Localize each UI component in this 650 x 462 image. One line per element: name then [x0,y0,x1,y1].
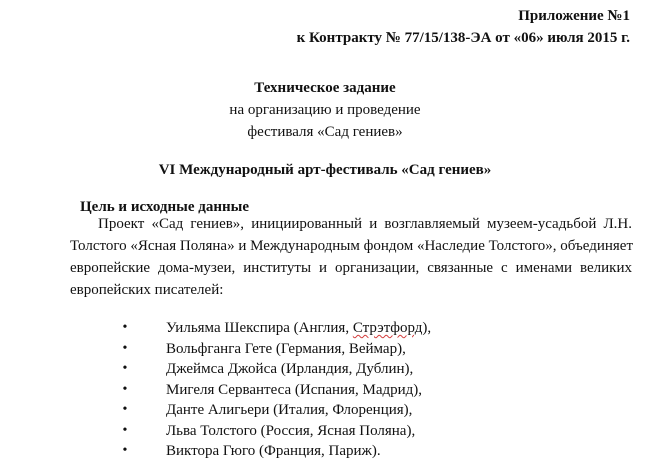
bullet-icon: • [122,443,128,458]
list-item-text: Уильяма Шекспира (Англия, [166,320,353,336]
paragraph-line: Толстого «Ясная Поляна» и Международным фондом «Наследие Толстого», объединяет [70,238,634,254]
paragraph-line: европейских писателей: [70,282,224,298]
list-item [166,339,406,359]
bullet-icon: • [122,402,128,417]
list-item-text: Джеймса Джойса (Ирландия, Дублин), [166,361,414,377]
spellcheck-marked-word: Стрэтфорд [352,320,423,336]
doc-subtitle-line2: фестиваля «Сад гениев» [247,124,403,140]
bullet-icon: • [122,423,128,438]
doc-title: Техническое задание [254,80,396,96]
list-item-text: Вольфганга Гете (Германия, Веймар), [166,341,406,357]
doc-subtitle-line1: на организацию и проведение [229,102,421,118]
list-item [166,359,413,379]
paragraph-line: европейские дома-музеи, институты и организации, связанные с именами великих [70,260,632,276]
bullet-icon: • [122,361,128,376]
contract-reference: к Контракту № 77/15/138-ЭА от «06» июля 2015 г. [296,30,630,46]
list-item-text: Мигеля Сервантеса (Испания, Мадрид), [166,382,423,398]
bullet-icon: • [122,382,128,397]
list-item-text: Льва Толстого (Россия, Ясная Поляна), [166,423,416,439]
list-item-text: Данте Алигьери (Италия, Флоренция), [166,402,413,418]
bullet-icon: • [122,341,128,356]
appendix-label: Приложение №1 [518,8,630,24]
list-item [166,421,415,441]
festival-heading: VI Международный арт-фестиваль «Сад гениев» [158,162,492,178]
list-item [166,380,422,400]
list-item [166,441,381,461]
list-item-text: ), [422,320,432,336]
section-heading: Цель и исходные данные [80,199,250,215]
paragraph-line [70,214,632,234]
list-item [166,318,431,338]
bullet-icon: • [122,320,128,335]
list-item-text: Виктора Гюго (Франция, Париж). [166,443,381,459]
paragraph-text: Проект «Сад гениев», инициированный и возглавляемый музеем-усадьбой Л.Н. [98,216,632,232]
list-item [166,400,412,420]
